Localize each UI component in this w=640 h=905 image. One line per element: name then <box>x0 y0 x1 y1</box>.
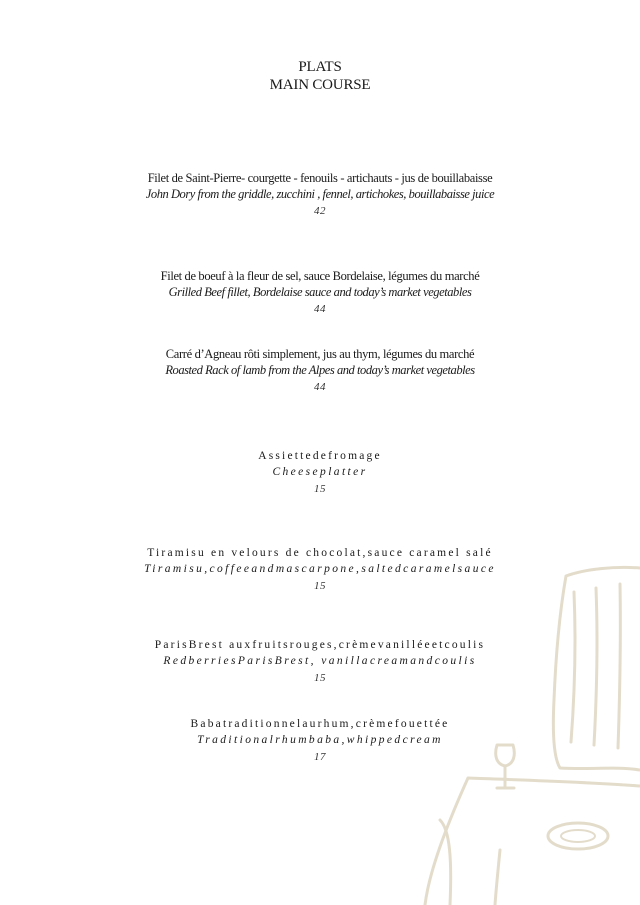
sketch-table-edge <box>440 820 451 905</box>
dish-price: 15 <box>314 672 326 684</box>
sketch-table-top <box>425 778 640 905</box>
dish-name-en: Grilled Beef fillet, Bordelaise sauce and today’s market vegetables <box>168 285 472 299</box>
dish-name-fr: Carré d’Agneau rôti simplement, jus au thym, légumes du marché <box>165 347 475 361</box>
menu-item <box>0 346 640 396</box>
dish-name-fr: Filet de boeuf à la fleur de sel, sauce Bordelaise, légumes du marché <box>160 269 480 283</box>
plate-icon <box>548 823 608 849</box>
dish-name-en: RedberriesParisBrest, vanillacreamandcoulis <box>163 655 477 667</box>
sketch-table-leg <box>495 850 500 905</box>
dish-name-fr: Assiettedefromage <box>258 450 382 462</box>
dish-price: 17 <box>314 751 326 763</box>
dish-price: 15 <box>314 483 326 495</box>
dish-price: 44 <box>314 303 326 315</box>
dish-name-en: Cheeseplatter <box>272 466 368 478</box>
section-title-en: MAIN COURSE <box>269 77 371 93</box>
dish-name-fr: ParisBrest auxfruitsrouges,crèmevanilléeetcoulis <box>154 639 486 651</box>
dish-name-fr: Babatraditionnelaurhum,crèmefouettée <box>190 718 450 730</box>
dish-name-en: Roasted Rack of lamb from the Alpes and today’s market vegetables <box>165 363 475 377</box>
menu-item <box>0 448 640 498</box>
menu-item <box>0 716 640 766</box>
dish-price: 42 <box>314 205 326 217</box>
menu-item <box>0 545 640 595</box>
dish-price: 15 <box>314 580 326 592</box>
section-title-fr: PLATS <box>298 59 342 75</box>
menu-item <box>0 637 640 687</box>
menu-header <box>0 58 640 94</box>
dish-name-en: Tiramisu,coffeeandmascarpone,saltedcaramelsauce <box>144 563 496 575</box>
dish-name-fr: Tiramisu en velours de chocolat,sauce caramel salé <box>147 547 493 559</box>
dish-price: 44 <box>314 381 326 393</box>
dish-name-en: John Dory from the griddle, zucchini , fennel, artichokes, bouillabaisse juice <box>145 187 495 201</box>
menu-item <box>0 170 640 220</box>
menu-item <box>0 268 640 318</box>
dish-name-fr: Filet de Saint-Pierre- courgette - fenouils - artichauts - jus de bouillabaisse <box>147 171 493 185</box>
dish-name-en: Traditionalrhumbaba,whippedcream <box>197 734 443 746</box>
